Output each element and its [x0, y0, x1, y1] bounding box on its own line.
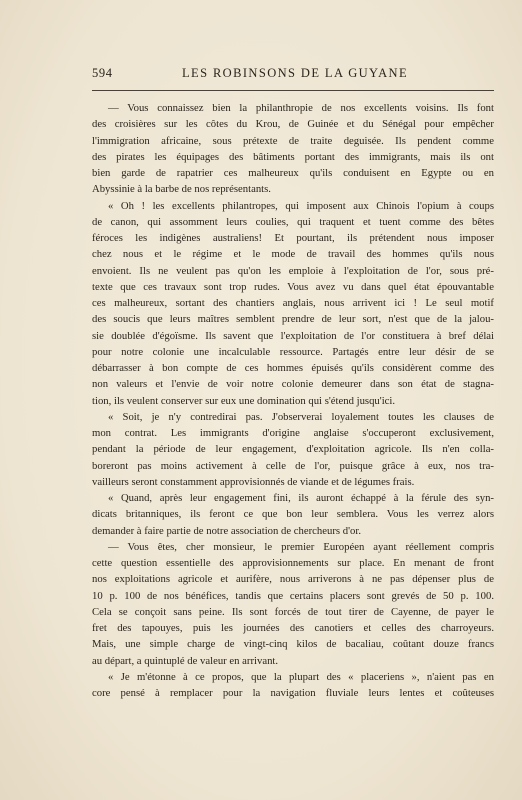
text-line: de canon, qui assomment leurs coulies, qui traquent et tuent comme des bêtes — [92, 215, 494, 228]
text-line: Cela se conçoit sans peine. Ils sont forcés de tout tirer de Cayenne, de payer le — [92, 605, 494, 618]
header-rule — [92, 90, 494, 91]
text-line: demander à faire partie de notre association de chercheurs d'or. — [92, 524, 361, 537]
text-line: Abyssinie à la barbe de nos représentants. — [92, 183, 271, 196]
text-line: « Quand, après leur engagement fini, ils auront échappé à la férule des syn- — [108, 492, 494, 504]
body-text — [92, 100, 494, 701]
text-line: boreront pas moins activement à celle de l'or, puisque grâce à eux, nos tra- — [92, 459, 494, 472]
text-line: dicats britanniques, ils feront ce que bon leur semblera. Vous les verrez alors — [92, 508, 494, 521]
text-line: sie doublée d'égoïsme. Ils savent que l'exploitation de l'or constituera à bref délai — [92, 329, 494, 342]
text-line: des pirates les équipages des bâtiments portant des immigrants, mais ils ont — [92, 150, 494, 163]
text-line: envoient. Ils ne veulent pas qu'on les emploie à l'exploitation de l'or, sous pré- — [92, 264, 494, 277]
text-line: non valeurs et l'envie de voir notre colonie demeurer dans son état de stagna- — [92, 378, 494, 391]
text-line: texte que ces travaux sont trop rudes. Vous avez vu dans quel état épouvantable — [92, 280, 494, 293]
page-number: 594 — [92, 66, 113, 80]
text-line: des soucis que leurs maîtres semblent prendre de leur sort, n'est que de la jalou- — [92, 313, 494, 326]
text-line: chez nous et le régime et le mode de travail des hommes qu'ils nous — [92, 248, 494, 261]
text-line: « Soit, je n'y contredirai pas. J'observerai loyalement toutes les clauses de — [108, 410, 494, 423]
text-line: vailleurs seront constamment approvisionnés de viande et de légumes frais. — [92, 475, 415, 488]
paragraph — [92, 198, 494, 409]
paragraph — [92, 409, 494, 490]
text-line: pour notre colonie une incalculable ressource. Partagés entre leur désir de se — [92, 345, 494, 358]
text-line: l'immigration africaine, sous prétexte de traite deguisée. Ils pendent comme — [92, 134, 494, 147]
text-line: core pensé à remplacer pour la navigation fluviale leurs lentes et coûteuses — [92, 687, 494, 699]
paragraph — [92, 669, 494, 702]
text-line: des croisières sur les côtes du Krou, de Guinée et du Sénégal pour empêcher — [92, 118, 494, 131]
text-line: débarrasser à bon compte de ces hommes épuisés qu'ils considèrent comme des — [92, 362, 494, 374]
paragraph — [92, 490, 494, 539]
text-line: bien garde de rapatrier ces malheureux qu'ils conduisent en Egypte ou en — [92, 167, 494, 179]
text-line: nos exploitations agricole et aurifère, nous arriverons à ne pas dépenser plus de — [92, 573, 494, 586]
text-line: — Vous êtes, cher monsieur, le premier Européen ayant réellement compris — [108, 540, 494, 553]
page-header — [92, 66, 494, 82]
text-line: féroces les indigènes australiens! Et pourtant, ils prétendent nous imposer — [92, 232, 494, 244]
text-line: mon contrat. Les immigrants d'origine anglaise s'occuperont exclusivement, — [92, 427, 494, 439]
text-line: pendant la période de leur engagement, d'exploitation agricole. Ils n'en colla- — [92, 443, 494, 456]
text-line: tion, ils veulent conserver sur eux une domination qui s'étend jusqu'ici. — [92, 394, 396, 407]
text-line: cette question essentielle des approvisionnements sur place. En menant de front — [92, 557, 494, 569]
text-line: au départ, a quintuplé de valeur en arrivant. — [92, 654, 279, 667]
paragraph — [92, 539, 494, 669]
text-line: ces malheureux, sortant des chantiers anglais, nous arrivent ici ! Le seul motif — [92, 297, 494, 309]
paragraph — [92, 100, 494, 198]
text-line: 10 p. 100 de nos bénéfices, tandis que certains placers sont grevés de 50 p. 100. — [92, 589, 494, 602]
text-line: fret des tapouyes, puis les journées des canotiers et celles des charroyeurs. — [92, 622, 494, 634]
running-title: LES ROBINSONS DE LA GUYANE — [182, 66, 408, 80]
text-line: « Je m'étonne à ce propos, que la plupart des « placeriens », n'aient pas en — [108, 670, 494, 683]
text-line: — Vous connaissez bien la philanthropie de nos excellents voisins. Ils font — [108, 102, 494, 114]
text-line: « Oh ! les excellents philantropes, qui imposent aux Chinois l'opium à coups — [108, 199, 494, 212]
text-line: Mais, une simple charge de vingt-cinq kilos de bacaliau, coûtant douze francs — [92, 638, 494, 651]
